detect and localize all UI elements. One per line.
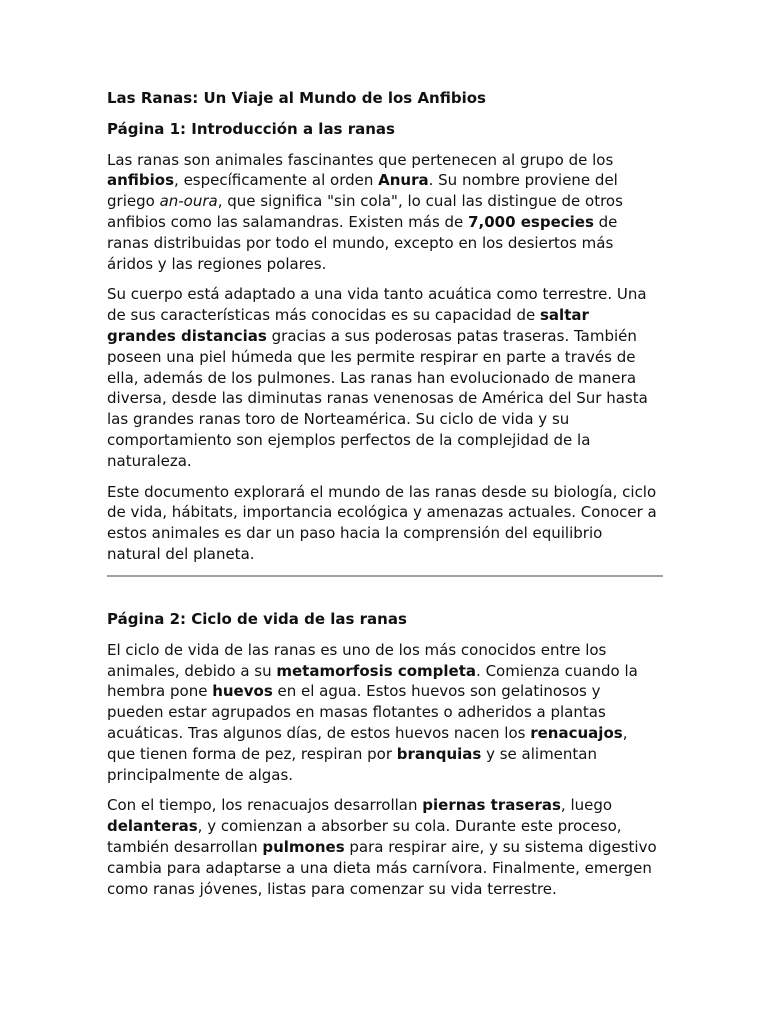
bold-term: saltar [540, 306, 589, 325]
text-line: naturaleza. [107, 451, 192, 470]
text-line: poseen una piel húmeda que les permite respirar en parte a través de [107, 347, 636, 366]
bold-term: 7,000 especies [468, 212, 594, 231]
text-line: pueden estar agrupados en masas flotantes o adheridos a plantas [107, 703, 606, 722]
text-line: hembra pone huevos en el agua. Estos huevos son gelatinosos y [107, 682, 601, 701]
text-line: Este documento explorará el mundo de las ranas desde su biología, ciclo [107, 482, 657, 501]
text-line: comportamiento son ejemplos perfectos de la complejidad de la [107, 430, 591, 449]
page-2-heading: Página 2: Ciclo de vida de las ranas [107, 610, 407, 628]
text-line: ranas distribuidas por todo el mundo, excepto en los desiertos más [107, 233, 614, 252]
text-line: como ranas jóvenes, listas para comenzar su vida terrestre. [107, 879, 557, 898]
bold-term: pulmones [262, 837, 345, 856]
text-line: las grandes ranas toro de Norteamérica. Su ciclo de vida y su [107, 410, 570, 429]
bold-term: delanteras [107, 817, 198, 836]
text-line: áridos y las regiones polares. [107, 254, 327, 273]
text-line: cambia para adaptarse a una dieta más carnívora. Finalmente, emergen [107, 858, 652, 877]
text-line: acuáticas. Tras algunos días, de estos huevos nacen los renacuajos, [107, 723, 628, 742]
italic-term: an-oura [159, 192, 218, 211]
text-line: ella, además de los pulmones. Las ranas han evolucionado de manera [107, 368, 637, 387]
text-line: anfibios, específicamente al orden Anura. Su nombre proviene del [107, 171, 618, 190]
page-1-paragraph-1 [107, 150, 663, 275]
text-line: de vida, hábitats, importancia ecológica y amenazas actuales. Conocer a [107, 503, 657, 522]
text-line: natural del planeta. [107, 544, 255, 563]
text-line: también desarrollan pulmones para respirar aire, y su sistema digestivo [107, 837, 657, 856]
page-2-paragraph-2 [107, 795, 663, 899]
text-line: animales, debido a su metamorfosis completa. Comienza cuando la [107, 661, 638, 680]
text-line: Su cuerpo está adaptado a una vida tanto acuática como terrestre. Una [107, 285, 647, 304]
text-line: principalmente de algas. [107, 765, 294, 784]
page-2 [107, 609, 663, 909]
text-line: que tienen forma de pez, respiran por branquias y se alimentan [107, 744, 597, 763]
text-line: diversa, desde las diminutas ranas venenosas de América del Sur hasta [107, 389, 648, 408]
bold-term: anfibios [107, 171, 175, 190]
text-line: anfibios como las salamandras. Existen más de 7,000 especies de [107, 212, 618, 231]
page-1-paragraph-2 [107, 284, 663, 471]
text-line: de sus características más conocidas es su capacidad de saltar [107, 306, 589, 325]
text-line: El ciclo de vida de las ranas es uno de los más conocidos entre los [107, 640, 607, 659]
page-1 [107, 88, 663, 577]
text-line: grandes distancias gracias a sus poderosas patas traseras. También [107, 326, 637, 345]
page-2-paragraph-1 [107, 640, 663, 786]
text-line: delanteras, y comienzan a absorber su cola. Durante este proceso, [107, 817, 622, 836]
text-line: griego an-oura, que significa "sin cola", lo cual las distingue de otros [107, 192, 623, 211]
bold-term: Anura [378, 171, 429, 190]
bold-term: huevos [212, 682, 273, 701]
bold-term: renacuajos [530, 723, 623, 742]
page-1-paragraph-3 [107, 482, 663, 565]
bold-term: grandes distancias [107, 326, 267, 345]
bold-term: metamorfosis completa [276, 661, 477, 680]
text-line: estos animales es dar un paso hacia la comprensión del equilibrio [107, 524, 603, 543]
page-1-heading: Página 1: Introducción a las ranas [107, 119, 395, 138]
text-line: Con el tiempo, los renacuajos desarrollan piernas traseras, luego [107, 796, 613, 815]
page-divider [107, 575, 663, 577]
bold-term: branquias [396, 744, 482, 763]
document-title: Las Ranas: Un Viaje al Mundo de los Anfibios [107, 89, 486, 107]
bold-term: piernas traseras [422, 796, 561, 815]
text-line: Las ranas son animales fascinantes que pertenecen al grupo de los [107, 150, 614, 169]
